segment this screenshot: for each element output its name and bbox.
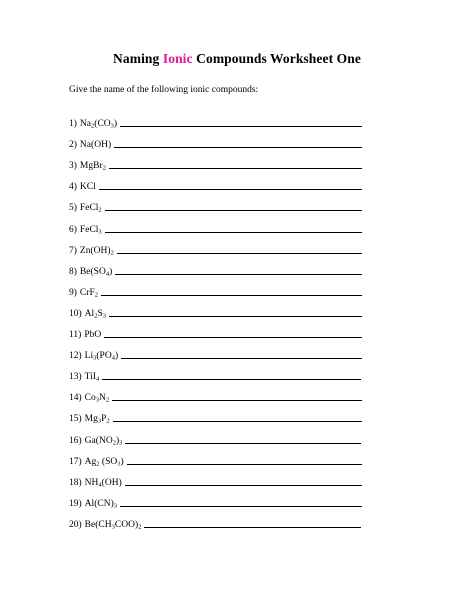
chemical-formula: Na(OH) <box>79 140 112 151</box>
question-number: 16) <box>69 435 82 446</box>
question-item <box>69 157 362 171</box>
question-item <box>69 347 362 361</box>
chemical-formula: KCl <box>79 182 96 193</box>
question-number: 7) <box>69 245 77 256</box>
answer-blank[interactable] <box>109 306 362 317</box>
question-number: 2) <box>69 140 77 151</box>
chemical-formula: CrF$_2$ <box>79 287 98 299</box>
question-item <box>69 242 362 256</box>
answer-blank[interactable] <box>125 433 361 444</box>
answer-blank[interactable] <box>105 222 362 233</box>
question-number: 8) <box>69 266 77 277</box>
question-number: 5) <box>69 203 77 214</box>
chemical-formula: $Be(CH_3COO)_2$ <box>84 519 142 531</box>
question-item <box>69 199 362 213</box>
answer-blank[interactable] <box>144 517 361 528</box>
question-item <box>69 389 362 403</box>
answer-blank[interactable] <box>127 454 362 465</box>
question-item <box>69 136 362 150</box>
question-item <box>69 410 362 424</box>
answer-blank[interactable] <box>121 348 362 359</box>
question-number: 12) <box>69 351 82 362</box>
answer-blank[interactable] <box>120 496 362 507</box>
question-number: 3) <box>69 161 77 172</box>
question-number: 13) <box>69 372 82 383</box>
chemical-formula: $Zn(OH)_2$ <box>79 245 114 257</box>
chemical-formula: MgBr$_2$ <box>79 161 106 172</box>
question-number: 11) <box>69 330 82 340</box>
question-item <box>69 178 362 192</box>
chemical-formula: $Al(CN)_3$ <box>84 498 117 510</box>
chemical-formula: $Be(SO_4)$ <box>79 266 113 278</box>
chemical-formula: $Ag_2$ $(SO_3)$ <box>84 456 124 468</box>
question-item <box>69 495 362 509</box>
question-number: 14) <box>69 393 82 404</box>
question-item <box>69 326 362 340</box>
question-number: 17) <box>69 456 82 467</box>
chemical-formula: $Na_2(CO_3)$ <box>79 119 118 130</box>
answer-blank[interactable] <box>109 158 362 169</box>
chemical-formula: FeCl$_3$ <box>79 224 102 235</box>
answer-blank[interactable] <box>113 411 362 422</box>
chemical-formula: PbO <box>84 330 102 340</box>
answer-blank[interactable] <box>102 369 361 380</box>
chemical-formula: $Li_3(PO_4)$ <box>84 351 119 362</box>
question-item <box>69 221 362 235</box>
answer-blank[interactable] <box>101 285 362 296</box>
chemical-formula: $NH_4(OH)$ <box>84 477 122 489</box>
chemical-formula: TiI$_4$ <box>84 372 100 383</box>
answer-blank[interactable] <box>117 243 362 254</box>
answer-blank[interactable] <box>120 116 362 127</box>
question-item <box>69 263 362 277</box>
question-item <box>69 474 362 488</box>
question-number: 1) <box>69 119 77 129</box>
question-number: 19) <box>69 498 82 509</box>
worksheet-title <box>0 51 474 67</box>
chemical-formula: $Co_3N_2$ <box>84 393 110 404</box>
chemical-formula: FeCl$_2$ <box>79 203 102 214</box>
question-item <box>69 516 361 530</box>
answer-blank[interactable] <box>99 179 362 190</box>
answer-blank[interactable] <box>104 327 362 338</box>
question-item <box>69 284 362 298</box>
title-suffix: Compounds Worksheet One <box>192 51 361 66</box>
answer-blank[interactable] <box>114 137 362 148</box>
question-number: 10) <box>69 308 82 319</box>
question-item <box>69 305 362 319</box>
answer-blank[interactable] <box>105 200 362 211</box>
answer-blank[interactable] <box>112 390 362 401</box>
chemical-formula: $Mg_3P_2$ <box>84 414 110 425</box>
question-number: 6) <box>69 224 77 235</box>
question-item <box>69 368 361 382</box>
question-item <box>69 453 362 467</box>
answer-blank[interactable] <box>125 475 362 486</box>
question-number: 4) <box>69 182 77 193</box>
question-number: 15) <box>69 414 82 425</box>
question-number: 18) <box>69 477 82 488</box>
chemical-formula: $Ga(NO_2)_3$ <box>84 435 123 446</box>
question-item <box>69 115 362 129</box>
question-number: 20) <box>69 519 82 530</box>
title-accent: Ionic <box>162 51 193 66</box>
title-prefix: Naming <box>113 51 163 66</box>
question-item <box>69 432 361 446</box>
chemical-formula: $Al_2S_3$ <box>84 308 106 320</box>
answer-blank[interactable] <box>115 264 362 275</box>
question-number: 9) <box>69 287 77 298</box>
instructions: Give the name of the following ionic compounds: <box>69 85 259 95</box>
